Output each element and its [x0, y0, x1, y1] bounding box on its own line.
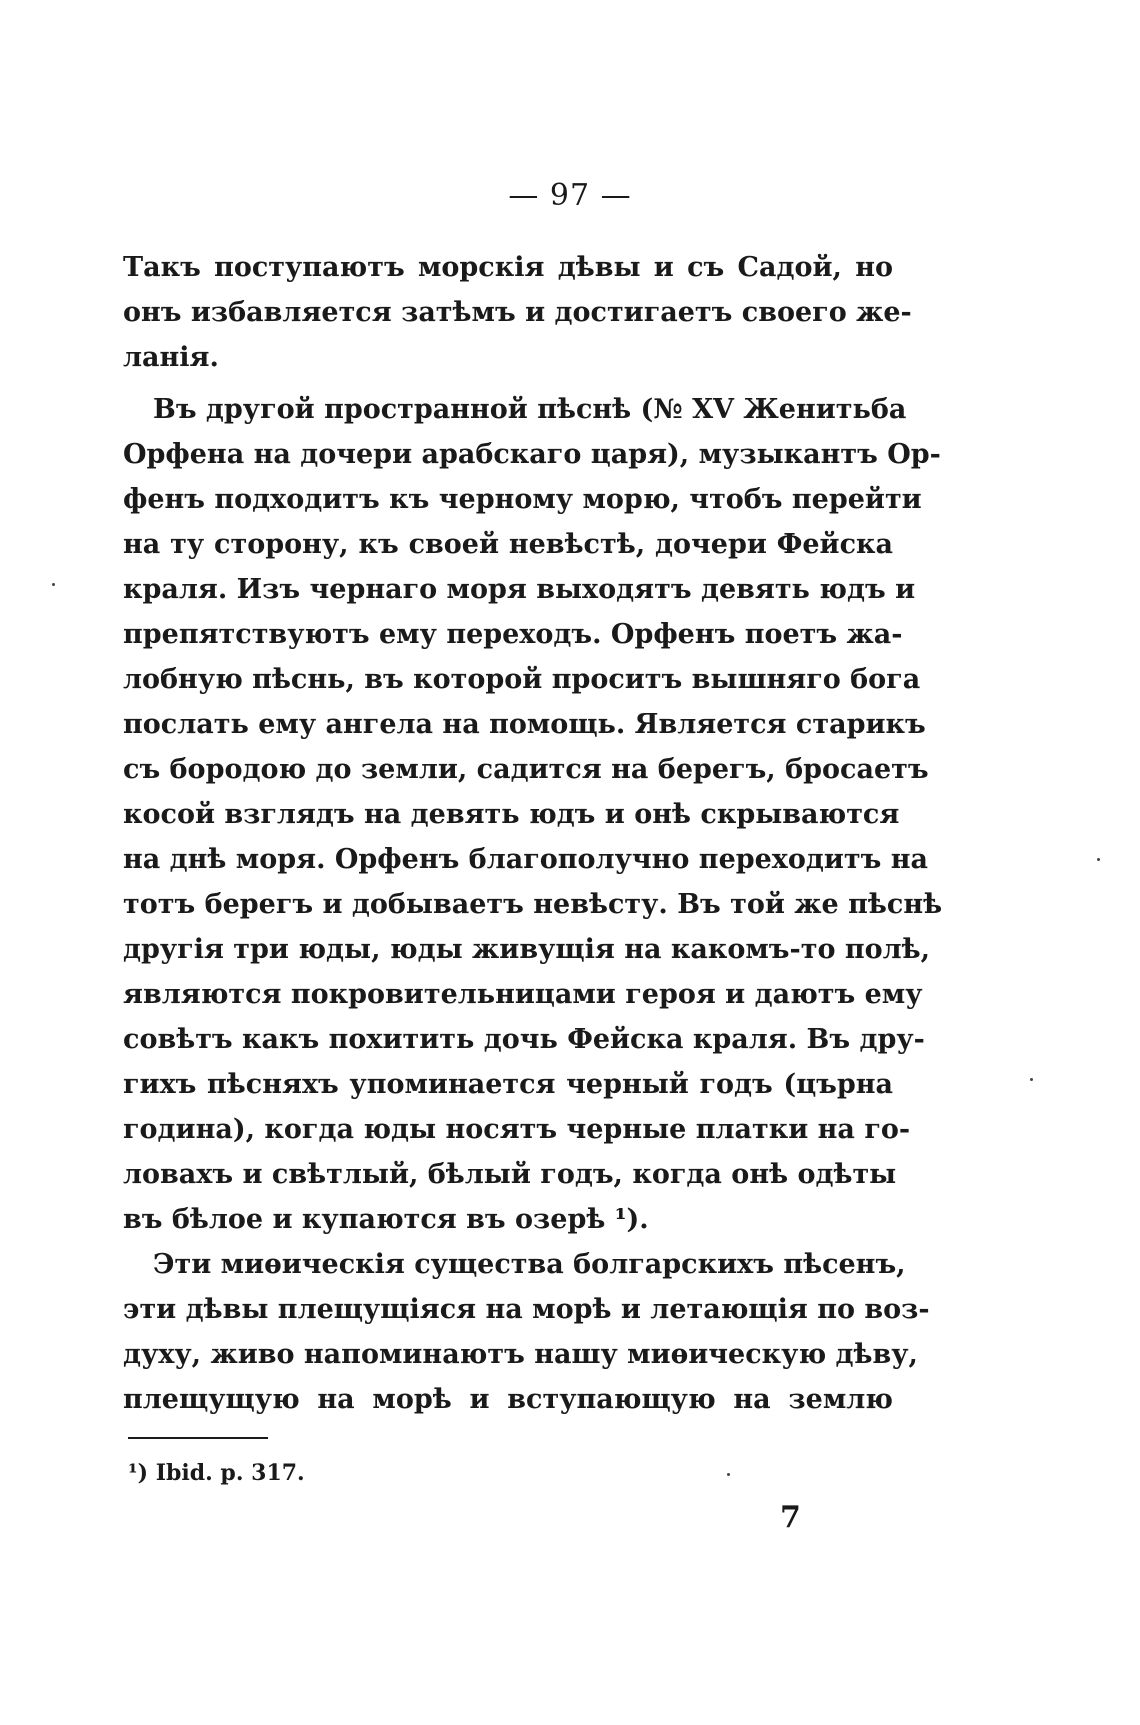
text-line: фенъ подходитъ къ черному морю, чтобъ перейти: [123, 484, 922, 515]
scan-speck: [1097, 858, 1100, 861]
page-number: — 97 —: [508, 178, 632, 213]
body-text: [123, 245, 943, 1422]
text-line: совѣтъ какъ похитить дочь Фейска краля. Въ дру-: [123, 1024, 925, 1055]
scan-speck: [1030, 1078, 1033, 1081]
text-line: лобную пѣснь, въ которой проситъ вышняго бога: [123, 664, 921, 695]
text-line: являются покровительницами героя и даютъ ему: [123, 979, 923, 1010]
text-line: онъ избавляется затѣмъ и достигаетъ своего же-: [123, 297, 912, 328]
text-line: Въ другой пространной пѣснѣ (№ XV Женитьба: [153, 394, 907, 425]
text-line: эти дѣвы плещущіяся на морѣ и летающія по воз-: [123, 1294, 930, 1325]
text-line: въ бѣлое и купаются въ озерѣ ¹).: [123, 1204, 649, 1235]
text-line: гихъ пѣсняхъ упоминается черный годъ (църна: [123, 1069, 893, 1100]
text-line: Орфена на дочери арабскаго царя), музыкантъ Ор-: [123, 439, 941, 470]
text-line: препятствуютъ ему переходъ. Орфенъ поетъ жа-: [123, 619, 903, 650]
footnote: ¹) Ibid. p. 317.: [128, 1460, 305, 1486]
footnote-rule: [128, 1437, 268, 1439]
signature-mark: 7: [780, 1500, 801, 1535]
text-line: тотъ берегъ и добываетъ невѣсту. Въ той же пѣснѣ: [123, 889, 943, 920]
text-line: плещущую на морѣ и вступающую на землю: [123, 1384, 893, 1415]
text-line: на ту сторону, къ своей невѣстѣ, дочери Фейска: [123, 529, 893, 560]
text-line: Такъ поступаютъ морскія дѣвы и съ Садой, но: [123, 252, 893, 283]
text-line: ловахъ и свѣтлый, бѣлый годъ, когда онѣ одѣты: [123, 1159, 897, 1190]
text-line: Эти миѳическія существа болгарскихъ пѣсенъ,: [153, 1249, 906, 1280]
text-line: краля. Изъ чернаго моря выходятъ девять юдъ и: [123, 574, 916, 605]
text-line: другія три юды, юды живущія на какомъ-то полѣ,: [123, 934, 931, 965]
text-line: на днѣ моря. Орфенъ благополучно переходитъ на: [123, 844, 929, 875]
text-line: съ бородою до земли, садится на берегъ, бросаетъ: [123, 754, 929, 785]
text-line: духу, живо напоминаютъ нашу миѳическую дѣву,: [123, 1339, 918, 1370]
text-line: година), когда юды носятъ черные платки на го-: [123, 1114, 911, 1145]
text-line: косой взглядъ на девять юдъ и онѣ скрываются: [123, 799, 900, 830]
scan-speck: [727, 1473, 730, 1476]
scan-speck: [52, 583, 55, 586]
text-line: послать ему ангела на помощь. Является старикъ: [123, 709, 926, 740]
text-line: ланія.: [123, 342, 219, 373]
